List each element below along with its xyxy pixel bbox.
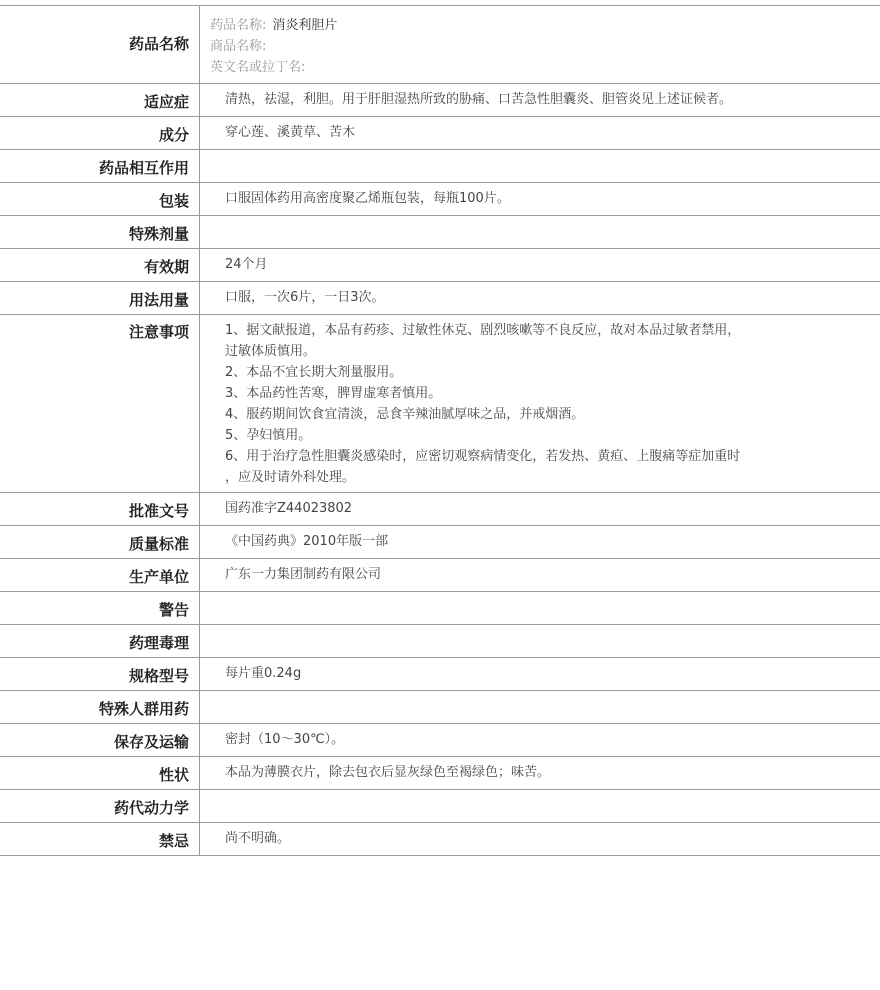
row-special-populations [0, 691, 880, 724]
row-special-dosage [0, 216, 880, 249]
name-line [210, 15, 880, 36]
row-label: 适应症 [0, 84, 200, 116]
row-value: 清热，祛湿，利胆。用于肝胆湿热所致的胁痛、口苦急性胆囊炎、胆管炎见上述证候者。 [225, 92, 733, 107]
row-value: 国药准字Z44023802 [225, 501, 353, 516]
row-value: 口服固体药用高密度聚乙烯瓶包装，每瓶100片。 [225, 191, 510, 206]
row-value: 24个月 [225, 257, 268, 272]
row-value [200, 216, 880, 248]
row-value [200, 625, 880, 657]
row-manufacturer [0, 559, 880, 592]
row-value: 口服，一次6片，一日3次。 [225, 290, 385, 305]
row-label: 禁忌 [0, 823, 200, 855]
row-value: 《中国药典》2010年版一部 [225, 534, 389, 549]
row-value: 尚不明确。 [225, 831, 291, 846]
row-warning [0, 592, 880, 625]
row-label: 性状 [0, 757, 200, 789]
row-approval-number [0, 493, 880, 526]
row-ingredients [0, 117, 880, 150]
precaution-line: 6、用于治疗急性胆囊炎感染时，应密切观察病情变化，若发热、黄疸、上腹痛等症加重时 [225, 449, 741, 464]
row-label: 药代动力学 [0, 790, 200, 822]
precaution-line: 2、本品不宜长期大剂量服用。 [225, 365, 403, 380]
row-label: 特殊剂量 [0, 216, 200, 248]
row-value [200, 592, 880, 624]
row-label: 成分 [0, 117, 200, 149]
row-precautions [0, 315, 880, 493]
row-interactions [0, 150, 880, 183]
row-label: 注意事项 [0, 315, 200, 492]
trade-name-line [210, 36, 880, 57]
precaution-line: 3、本品药性苦寒，脾胃虚寒者慎用。 [225, 386, 442, 401]
latin-name-line [210, 57, 880, 78]
row-label: 有效期 [0, 249, 200, 281]
row-indications [0, 84, 880, 117]
row-pharmacology [0, 625, 880, 658]
row-packaging [0, 183, 880, 216]
row-storage [0, 724, 880, 757]
row-label: 警告 [0, 592, 200, 624]
drug-name-block [200, 6, 880, 83]
name-value: 消炎利胆片 [272, 18, 338, 33]
row-label: 用法用量 [0, 282, 200, 314]
row-usage-dosage [0, 282, 880, 315]
precaution-line: 过敏体质慎用。 [225, 344, 317, 359]
drug-info-table [0, 5, 880, 856]
precaution-line: 4、服药期间饮食宜清淡，忌食辛辣油腻厚味之品，并戒烟酒。 [225, 407, 585, 422]
row-label: 保存及运输 [0, 724, 200, 756]
row-drug-name [0, 6, 880, 84]
row-quality-standard [0, 526, 880, 559]
row-label: 药理毒理 [0, 625, 200, 657]
row-value [200, 691, 880, 723]
row-value [200, 790, 880, 822]
row-value [200, 150, 880, 182]
row-pharmacokinetics [0, 790, 880, 823]
row-label: 生产单位 [0, 559, 200, 591]
row-value: 密封（10～30℃）。 [225, 732, 345, 747]
row-value: 每片重0.24g [225, 666, 302, 681]
row-contraindications [0, 823, 880, 856]
name-key: 药品名称: [210, 18, 267, 33]
precaution-line: ，应及时请外科处理。 [225, 470, 356, 485]
row-description [0, 757, 880, 790]
row-value: 穿心莲、溪黄草、苦木 [225, 125, 356, 140]
row-label: 特殊人群用药 [0, 691, 200, 723]
row-specification [0, 658, 880, 691]
row-label: 包装 [0, 183, 200, 215]
row-label: 药品相互作用 [0, 150, 200, 182]
precaution-line: 5、孕妇慎用。 [225, 428, 312, 443]
latin-name-key: 英文名或拉丁名: [210, 60, 306, 75]
trade-name-key: 商品名称: [210, 39, 267, 54]
row-shelf-life [0, 249, 880, 282]
precautions-list [200, 315, 880, 492]
row-label: 批准文号 [0, 493, 200, 525]
row-label: 药品名称 [0, 6, 200, 83]
row-value: 广东一力集团制药有限公司 [225, 567, 382, 582]
row-label: 规格型号 [0, 658, 200, 690]
row-label: 质量标准 [0, 526, 200, 558]
precaution-line: 1、据文献报道，本品有药疹、过敏性休克、剧烈咳嗽等不良反应，故对本品过敏者禁用， [225, 323, 741, 338]
row-value: 本品为薄膜衣片，除去包衣后显灰绿色至褐绿色；味苦。 [225, 765, 551, 780]
